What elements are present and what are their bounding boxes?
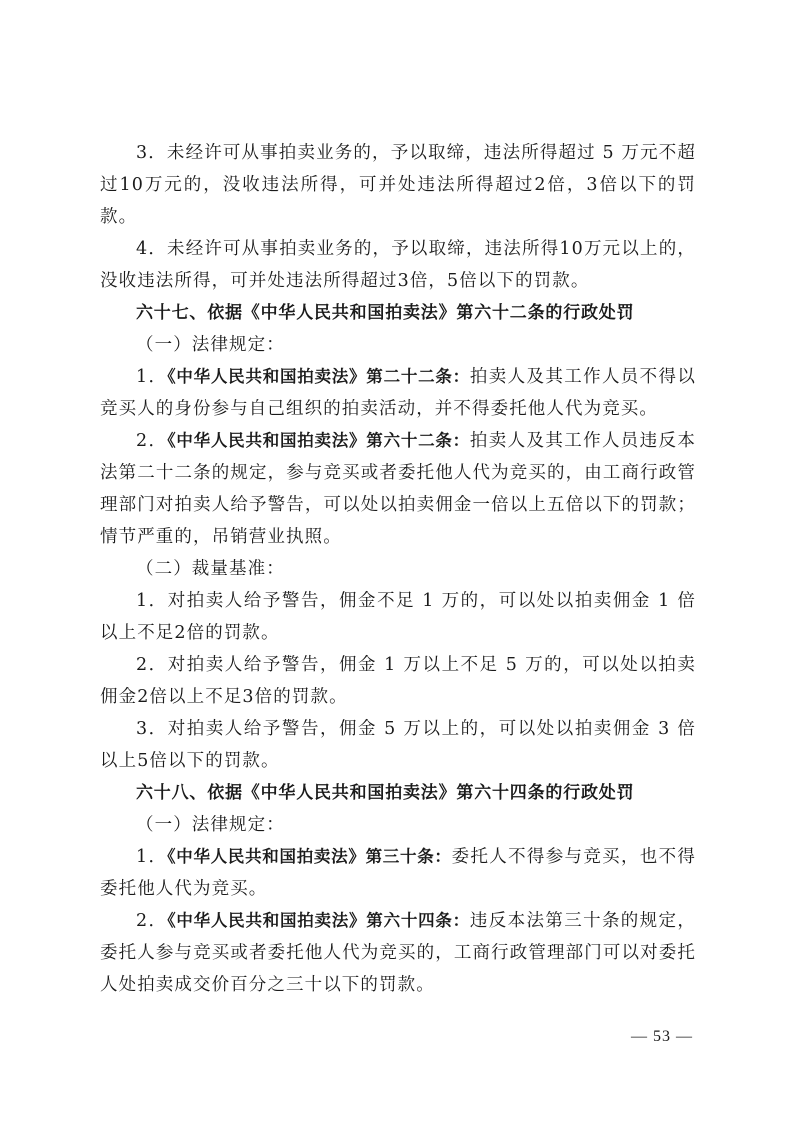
law-1-prefix: 1． <box>136 847 168 867</box>
section-68-legal-heading: （一）法律规定： <box>136 815 285 835</box>
law-1-text: 委托人不得参与竞买，也不得委托他人代为竞买。 <box>100 847 696 899</box>
section-67-standard-heading: （二）裁量基准： <box>136 559 285 579</box>
law-2-prefix: 2． <box>136 431 168 451</box>
law-1-prefix: 1． <box>136 367 168 387</box>
section-67-standard-1: 1．对拍卖人给予警告，佣金不足 1 万的，可以处以拍卖佣金 1 倍以上不足2倍的罚款。 <box>100 591 696 643</box>
law-1-citation: 《中华人民共和国拍卖法》第二十二条： <box>167 367 470 386</box>
document-body <box>100 137 696 1001</box>
section-67-standard-2: 2．对拍卖人给予警告，佣金 1 万以上不足 5 万的，可以处以拍卖佣金2倍以上不足3倍的罚款。 <box>100 655 696 707</box>
section-67-law-2 <box>100 425 696 553</box>
law-2-text: 违反本法第三十条的规定，委托人参与竞买或者委托他人代为竞买的，工商行政管理部门可以对委托人处拍卖成交价百分之三十以下的罚款。 <box>100 911 697 995</box>
section-68-title: 六十八、依据《中华人民共和国拍卖法》第六十四条的行政处罚 <box>136 783 635 803</box>
law-1-citation: 《中华人民共和国拍卖法》第三十条： <box>167 847 452 866</box>
section-67-standard-3: 3．对拍卖人给予警告，佣金 5 万以上的，可以处以拍卖佣金 3 倍以上5倍以下的罚款。 <box>100 719 696 771</box>
law-2-text: 拍卖人及其工作人员违反本法第二十二条的规定，参与竞买或者委托他人代为竞买的，由工商行政管理部门对拍卖人给予警告，可以处以拍卖佣金一倍以上五倍以下的罚款；情节严重的，吊销营业执照。 <box>100 431 697 547</box>
section-68-law-1 <box>100 841 696 905</box>
section-67-title: 六十七、依据《中华人民共和国拍卖法》第六十二条的行政处罚 <box>136 303 635 323</box>
paragraph-item-3: 3．未经许可从事拍卖业务的，予以取缔，违法所得超过 5 万元不超过10万元的，没收违法所得，可并处违法所得超过2倍，3倍以下的罚款。 <box>100 143 696 227</box>
law-1-text: 拍卖人及其工作人员不得以竞买人的身份参与自己组织的拍卖活动，并不得委托他人代为竞买。 <box>100 367 697 419</box>
law-2-citation: 《中华人民共和国拍卖法》第六十四条： <box>167 911 470 930</box>
paragraph-item-4: 4．未经许可从事拍卖业务的，予以取缔，违法所得10万元以上的，没收违法所得，可并处违法所得超过3倍，5倍以下的罚款。 <box>100 239 696 291</box>
law-2-citation: 《中华人民共和国拍卖法》第六十二条： <box>167 431 470 450</box>
law-2-prefix: 2． <box>136 911 168 931</box>
section-67-law-1 <box>100 361 696 425</box>
section-67-legal-heading: （一）法律规定： <box>136 335 285 355</box>
page-number: — 53 — <box>631 1028 693 1045</box>
section-68-law-2 <box>100 905 696 1001</box>
